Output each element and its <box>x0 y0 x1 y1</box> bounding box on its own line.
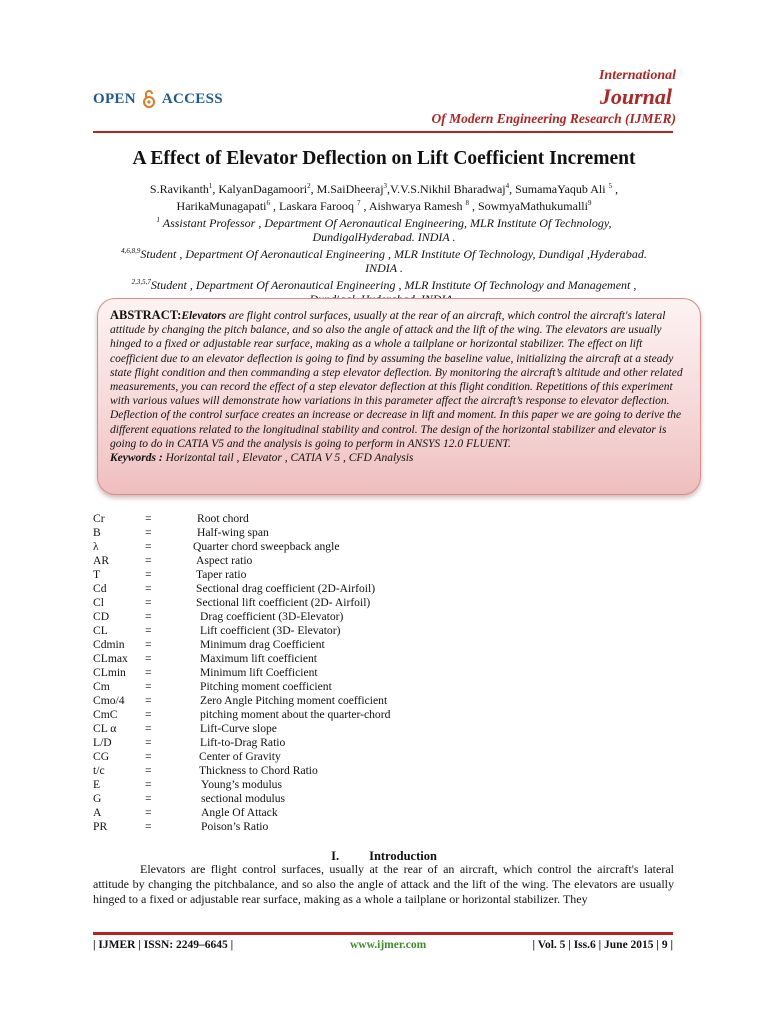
nomenclature-equals: = <box>145 624 152 637</box>
author-affiliation-sup: 2 <box>307 182 311 190</box>
nomenclature-equals: = <box>145 736 152 749</box>
author-affiliation-sup: 1 <box>208 182 213 190</box>
affiliation-2-text-cont: INDIA . <box>365 261 403 275</box>
nomenclature-symbol: Cmo/4 <box>93 694 125 707</box>
nomenclature-row <box>93 512 390 526</box>
nomenclature-symbol: CL α <box>93 722 117 735</box>
open-access-logo <box>93 90 223 108</box>
author-affiliation-sup: 7 <box>356 199 361 207</box>
nomenclature-equals: = <box>145 764 152 777</box>
nomenclature-row <box>93 652 390 666</box>
footer-divider <box>93 932 673 935</box>
nomenclature-equals: = <box>145 694 152 707</box>
author-affiliation-sup: 6 <box>266 199 270 207</box>
author-block <box>110 179 658 306</box>
nomenclature-description: Lift coefficient (3D- Elevator) <box>200 624 341 637</box>
nomenclature-description: Center of Gravity <box>199 750 281 763</box>
nomenclature-symbol: AR <box>93 554 110 567</box>
nomenclature-symbol: E <box>93 778 101 791</box>
nomenclature-description: Lift-to-Drag Ratio <box>200 736 286 749</box>
author-name: HarikaMunagapati <box>176 199 267 213</box>
author-name: , Laskara Farooq <box>270 199 357 213</box>
keywords-label: Keywords : <box>110 452 163 465</box>
nomenclature-symbol: L/D <box>93 736 112 749</box>
author-affiliation-sup: 9 <box>587 199 592 207</box>
affiliation-2-text: Student , Department Of Aeronautical Engineering , MLR Institute Of Technology, Dundigal ,Hyderabad. <box>140 247 647 261</box>
author-name: , Aishwarya Ramesh <box>360 199 466 213</box>
nomenclature-equals: = <box>145 540 152 553</box>
open-access-word-open: OPEN <box>93 90 136 107</box>
abstract-text: are flight control surfaces, usually at the rear of an aircraft, which control the aircraft's lateral attitude by changing the pitch balance, and so also the angle of attack and the lift of the wing. The elevators are usually hinged to a fixed or adjustable rear surface, making as a whole a tailplane or horizontal stabilizer. The effect on lift coefficient due to an elevator deflection is going to find by assuming the baseline value, initializing the aircraft at a steady state flight condition and then commanding a step elevator deflection. By monitoring the aircraft’s altitude and other related measurements, you can record the effect of a step elevator deflection at this flight condition. Repetitions of this experiment with various values will demonstrate how variations in this parameter affect the aircraft’s response to elevator deflection. Deflection of the control surface creates an increase or decrease in lift and moment. In this paper we are going to derive the different equations related to the longitudinal stability and control. The design of the horizontal stabilizer and elevator is going to do in CATIA V5 and the analysis is going to perform in ANSYS 12.0 FLUENT. <box>110 310 683 450</box>
header-divider <box>93 131 673 133</box>
author-name: S.Ravikanth <box>149 182 209 196</box>
author-name: ,V.V.S.Nikhil Bharadwaj <box>387 182 506 196</box>
nomenclature-row <box>93 666 390 680</box>
open-lock-icon <box>142 90 156 108</box>
affiliation-1-text-cont: DundigalHyderabad. INDIA . <box>312 230 456 244</box>
nomenclature-row <box>93 680 390 694</box>
nomenclature-description: Thickness to Chord Ratio <box>199 764 318 777</box>
page-footer <box>93 939 673 957</box>
nomenclature-equals: = <box>145 806 152 819</box>
author-name: , KalyanDagamoori <box>212 182 308 196</box>
journal-header <box>0 0 768 140</box>
author-affiliation-sup: 5 <box>608 182 613 190</box>
nomenclature-row <box>93 764 390 778</box>
nomenclature-description: Pitching moment coefficient <box>200 680 332 693</box>
author-name: , SowmyaMathukumalli <box>468 199 588 213</box>
nomenclature-row <box>93 722 390 736</box>
nomenclature-symbol: PR <box>93 820 108 833</box>
nomenclature-description: Sectional drag coefficient (2D-Airfoil) <box>196 582 376 595</box>
nomenclature-equals: = <box>145 820 152 833</box>
authors-line-1 <box>110 179 658 196</box>
nomenclature-symbol: CLmin <box>93 666 126 679</box>
abstract-label: ABSTRACT: <box>110 308 182 322</box>
nomenclature-equals: = <box>145 778 152 791</box>
nomenclature-description: Aspect ratio <box>196 554 253 567</box>
nomenclature-row <box>93 568 390 582</box>
nomenclature-row <box>93 526 390 540</box>
nomenclature-symbol: G <box>93 792 102 805</box>
author-name: , SumamaYaqub Ali <box>509 182 609 196</box>
author-affiliation-sup: 4 <box>505 182 510 190</box>
nomenclature-equals: = <box>145 512 152 525</box>
nomenclature-row <box>93 540 390 554</box>
affiliation-3-text: Student , Department Of Aeronautical Engineering , MLR Institute Of Technology and Management , <box>150 278 637 292</box>
section-number: I. <box>331 849 340 863</box>
nomenclature-description: sectional modulus <box>201 792 286 805</box>
nomenclature-symbol: CmC <box>93 708 118 721</box>
nomenclature-equals: = <box>145 610 152 623</box>
nomenclature-description: Poison’s Ratio <box>201 820 269 833</box>
nomenclature-symbol: Cd <box>93 582 107 595</box>
nomenclature-symbol: Cr <box>93 512 105 525</box>
nomenclature-row <box>93 820 390 834</box>
nomenclature-symbol: t/c <box>93 764 105 777</box>
nomenclature-equals: = <box>145 666 152 679</box>
nomenclature-row <box>93 694 390 708</box>
nomenclature-equals: = <box>145 792 152 805</box>
nomenclature-symbol: Cdmin <box>93 638 125 651</box>
nomenclature-description: pitching moment about the quarter-chord <box>200 708 391 721</box>
nomenclature-description: Angle Of Attack <box>201 806 278 819</box>
nomenclature-symbol: B <box>93 526 101 539</box>
nomenclature-list <box>93 512 390 834</box>
nomenclature-symbol: Cl <box>93 596 104 609</box>
nomenclature-description: Drag coefficient (3D-Elevator) <box>200 610 344 623</box>
journal-title-full: Of Modern Engineering Research (IJMER) <box>431 111 676 126</box>
nomenclature-symbol: CL <box>93 624 108 637</box>
nomenclature-description: Taper ratio <box>196 568 247 581</box>
affiliation-1 <box>110 213 658 244</box>
keywords-text: Horizontal tail , Elevator , CATIA V 5 , CFD Analysis <box>162 452 414 465</box>
nomenclature-row <box>93 554 390 568</box>
section-title: Introduction <box>369 849 437 863</box>
nomenclature-row <box>93 596 390 610</box>
nomenclature-row <box>93 806 390 820</box>
nomenclature-row <box>93 610 390 624</box>
author-affiliation-sup: 8 <box>465 199 469 207</box>
footer-issn: | IJMER | ISSN: 2249–6645 | <box>93 939 234 951</box>
nomenclature-symbol: CLmax <box>93 652 128 665</box>
journal-title-international: International <box>598 68 676 83</box>
nomenclature-symbol: CD <box>93 610 110 623</box>
footer-volume-page: | Vol. 5 | Iss.6 | June 2015 | 9 | <box>532 939 673 951</box>
nomenclature-description: Half-wing span <box>197 526 269 539</box>
nomenclature-equals: = <box>145 722 152 735</box>
nomenclature-equals: = <box>145 582 152 595</box>
nomenclature-row <box>93 638 390 652</box>
affiliation-3-sup: 2,3,5,7 <box>131 278 151 286</box>
nomenclature-description: Minimum lift Coefficient <box>200 666 318 679</box>
nomenclature-description: Quarter chord sweepback angle <box>193 540 340 553</box>
nomenclature-row <box>93 624 390 638</box>
paper-title: A Effect of Elevator Deflection on Lift Coefficient Increment <box>132 148 636 169</box>
nomenclature-symbol: λ <box>93 540 99 553</box>
nomenclature-description: Young’s modulus <box>201 778 282 791</box>
abstract-box <box>97 298 701 495</box>
nomenclature-description: Maximum lift coefficient <box>200 652 317 665</box>
author-name: , <box>612 182 619 196</box>
abstract-lead-word: Elevators <box>181 310 227 322</box>
nomenclature-equals: = <box>145 526 152 539</box>
nomenclature-symbol: T <box>93 568 101 581</box>
nomenclature-equals: = <box>145 750 152 763</box>
nomenclature-equals: = <box>145 568 152 581</box>
nomenclature-symbol: CG <box>93 750 110 763</box>
nomenclature-row <box>93 708 390 722</box>
nomenclature-row <box>93 778 390 792</box>
nomenclature-description: Root chord <box>197 512 249 525</box>
nomenclature-equals: = <box>145 708 152 721</box>
nomenclature-equals: = <box>145 638 152 651</box>
nomenclature-symbol: A <box>93 806 102 819</box>
nomenclature-row <box>93 750 390 764</box>
nomenclature-equals: = <box>145 680 152 693</box>
affiliation-2 <box>110 244 658 275</box>
affiliation-2-sup: 4,6,8,9 <box>121 247 141 255</box>
authors-line-2 <box>110 196 658 213</box>
nomenclature-description: Sectional lift coefficient (2D- Airfoil) <box>196 596 371 609</box>
affiliation-1-text: Assistant Professor , Department Of Aeronautical Engineering, MLR Institute Of Technology, <box>159 216 612 230</box>
author-name: , M.SaiDheeraj <box>310 182 384 196</box>
nomenclature-description: Lift-Curve slope <box>200 722 277 735</box>
open-access-word-access: ACCESS <box>161 90 223 107</box>
nomenclature-description: Zero Angle Pitching moment coefficient <box>200 694 388 707</box>
nomenclature-equals: = <box>145 554 152 567</box>
footer-website-link[interactable]: www.ijmer.com <box>350 939 427 951</box>
affiliation-1-sup: 1 <box>156 216 160 224</box>
introduction-paragraph: Elevators are flight control surfaces, usually at the rear of an aircraft, which control the aircraft's lateral attitude by changing the pitchbalance, and so also the angle of attack and the lift of the wing. The elevators are usually hinged to a fixed or adjustable rear surface, making as a whole a tailplane or horizontal stabilizer. They <box>93 862 674 906</box>
author-affiliation-sup: 3 <box>383 182 388 190</box>
journal-title-journal: Journal <box>599 84 672 109</box>
nomenclature-row <box>93 792 390 806</box>
nomenclature-equals: = <box>145 596 152 609</box>
nomenclature-equals: = <box>145 652 152 665</box>
nomenclature-description: Minimum drag Coefficient <box>200 638 325 651</box>
nomenclature-row <box>93 582 390 596</box>
nomenclature-symbol: Cm <box>93 680 110 693</box>
nomenclature-row <box>93 736 390 750</box>
